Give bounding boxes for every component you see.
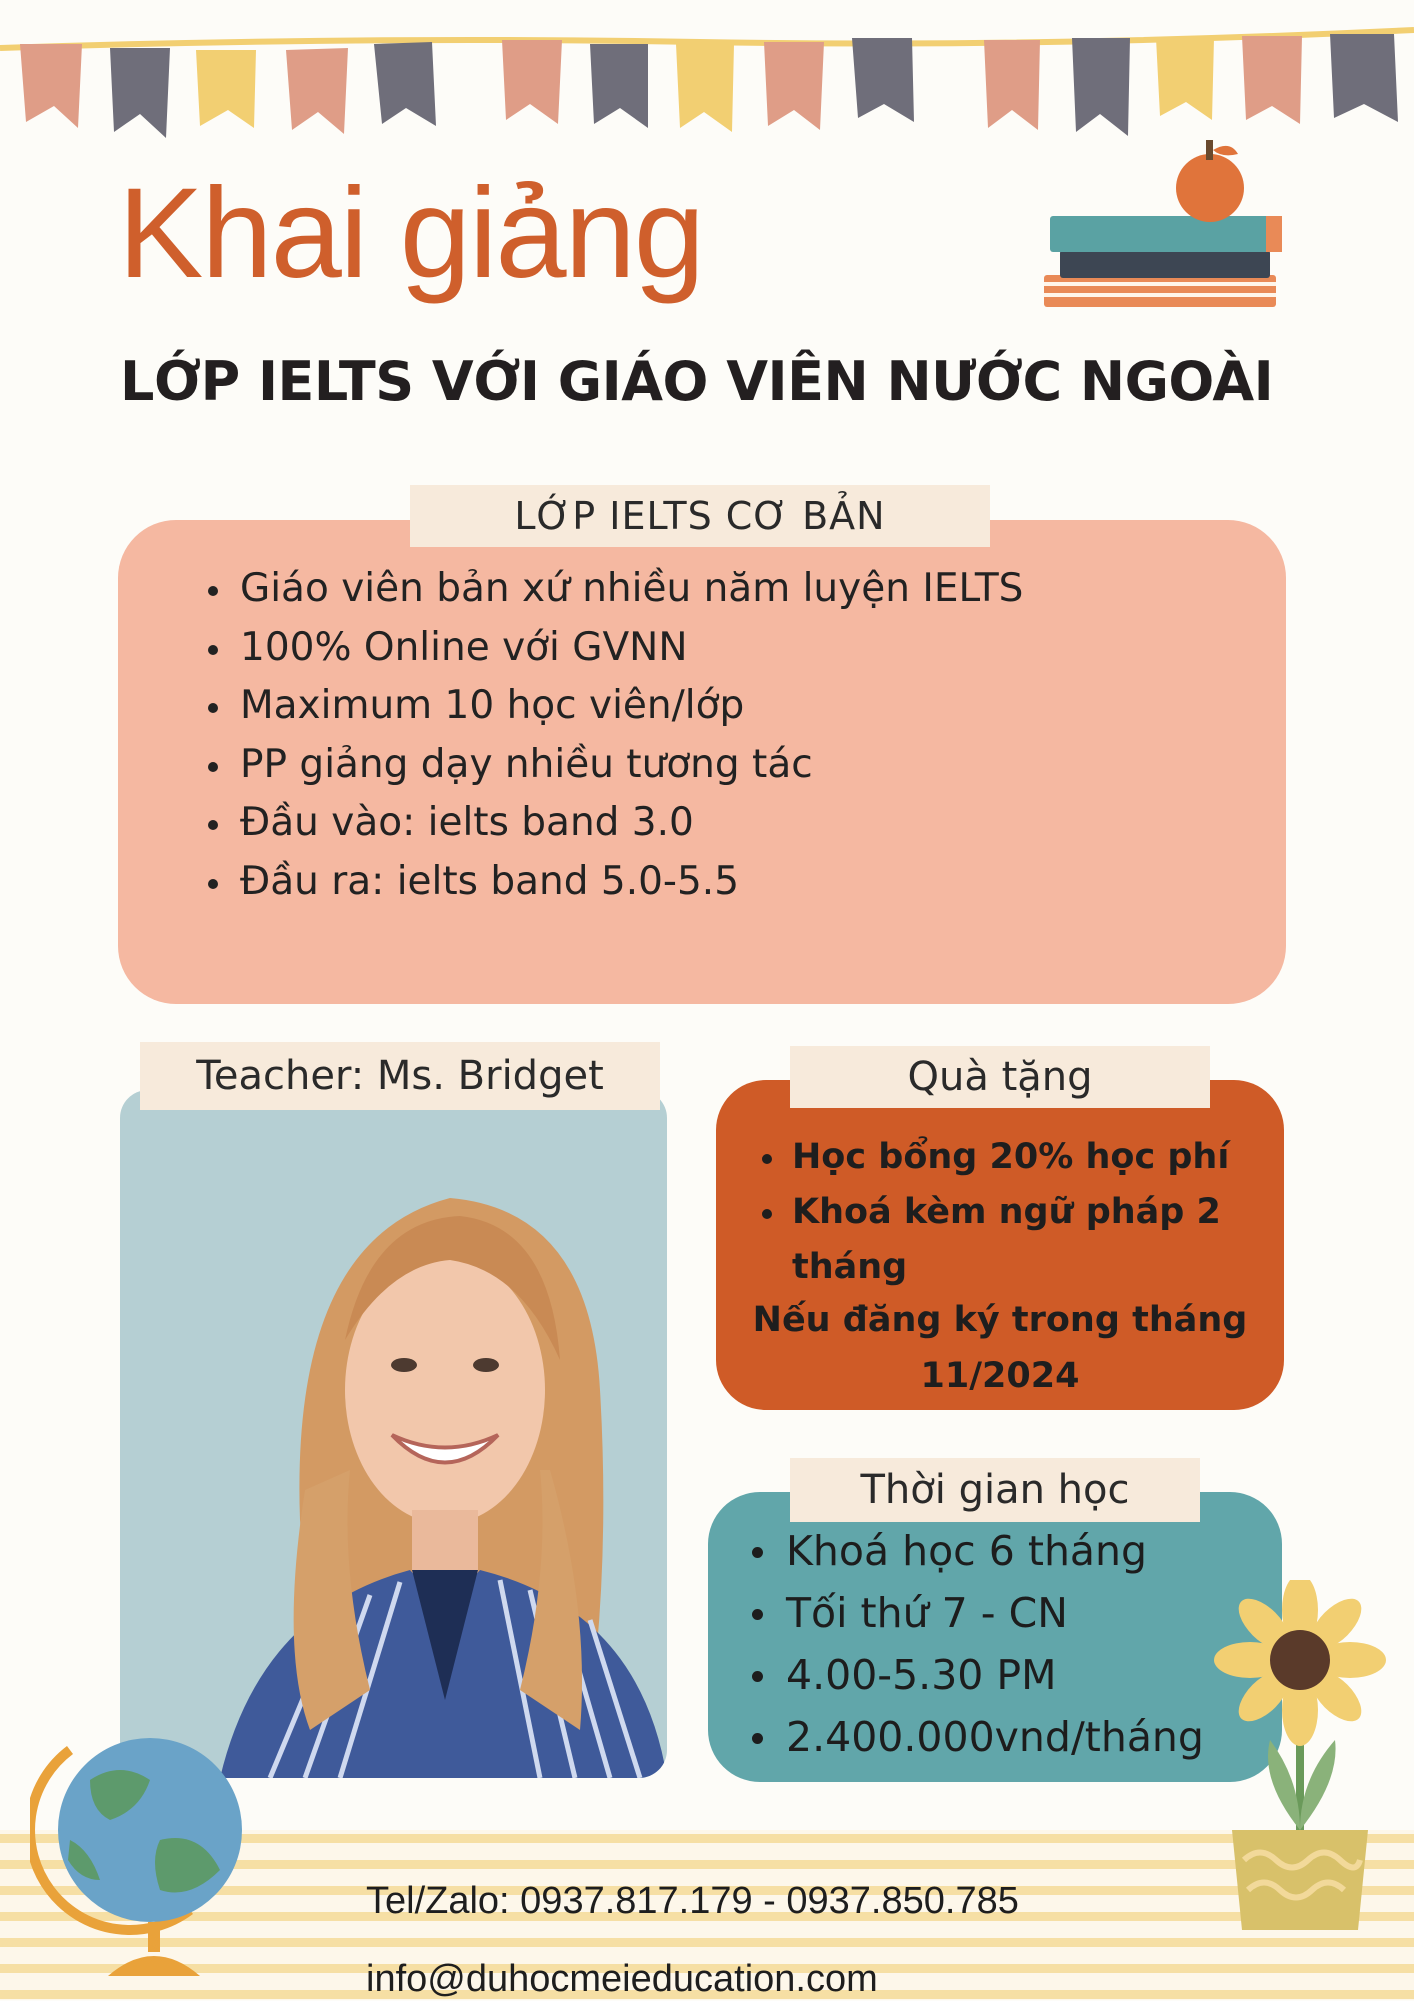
list-item: Học bổng 20% học phí	[792, 1130, 1272, 1185]
gift-card	[716, 1080, 1284, 1410]
teacher-portrait	[120, 1090, 667, 1778]
list-item: Tối thứ 7 - CN	[786, 1582, 1204, 1644]
page-subtitle: LỚP IELTS VỚI GIÁO VIÊN NƯỚC NGOÀI	[120, 350, 1274, 413]
books-apple-illustration	[1030, 130, 1290, 330]
schedule-list	[786, 1520, 1204, 1768]
basic-class-card	[118, 520, 1286, 1004]
gift-list	[792, 1130, 1272, 1295]
list-item: PP giảng dạy nhiều tương tác	[240, 736, 1023, 795]
teacher-photo	[120, 1090, 667, 1778]
schedule-label: Thời gian học	[790, 1458, 1200, 1522]
list-item: 2.400.000vnd/tháng	[786, 1706, 1204, 1768]
list-item: Đầu vào: ielts band 3.0	[240, 794, 1023, 853]
list-item: 4.00-5.30 PM	[786, 1644, 1204, 1706]
page-title: Khai giảng	[118, 162, 703, 305]
list-item: Khoá kèm ngữ pháp 2 tháng	[792, 1185, 1272, 1295]
list-item: 100% Online với GVNN	[240, 619, 1023, 678]
gift-condition-note: Nếu đăng ký trong tháng 11/2024	[752, 1300, 1248, 1396]
sunflower-plant-icon	[1200, 1580, 1414, 1930]
schedule-card	[708, 1492, 1282, 1782]
list-item: Khoá học 6 tháng	[786, 1520, 1204, 1582]
bunting-flags	[0, 0, 1414, 150]
gift-label: Quà tặng	[790, 1046, 1210, 1108]
contact-email[interactable]: info@duhocmeieducation.com	[366, 1958, 878, 2000]
list-item: Đầu ra: ielts band 5.0-5.5	[240, 853, 1023, 912]
basic-class-list	[240, 560, 1023, 911]
globe-icon	[30, 1680, 270, 1980]
list-item: Maximum 10 học viên/lớp	[240, 677, 1023, 736]
list-item: Giáo viên bản xứ nhiều năm luyện IELTS	[240, 560, 1023, 619]
teacher-label: Teacher: Ms. Bridget	[140, 1042, 660, 1110]
basic-class-label: LỚP IELTS CƠ BẢN	[410, 485, 990, 547]
contact-phone[interactable]: Tel/Zalo: 0937.817.179 - 0937.850.785	[366, 1880, 1019, 1922]
